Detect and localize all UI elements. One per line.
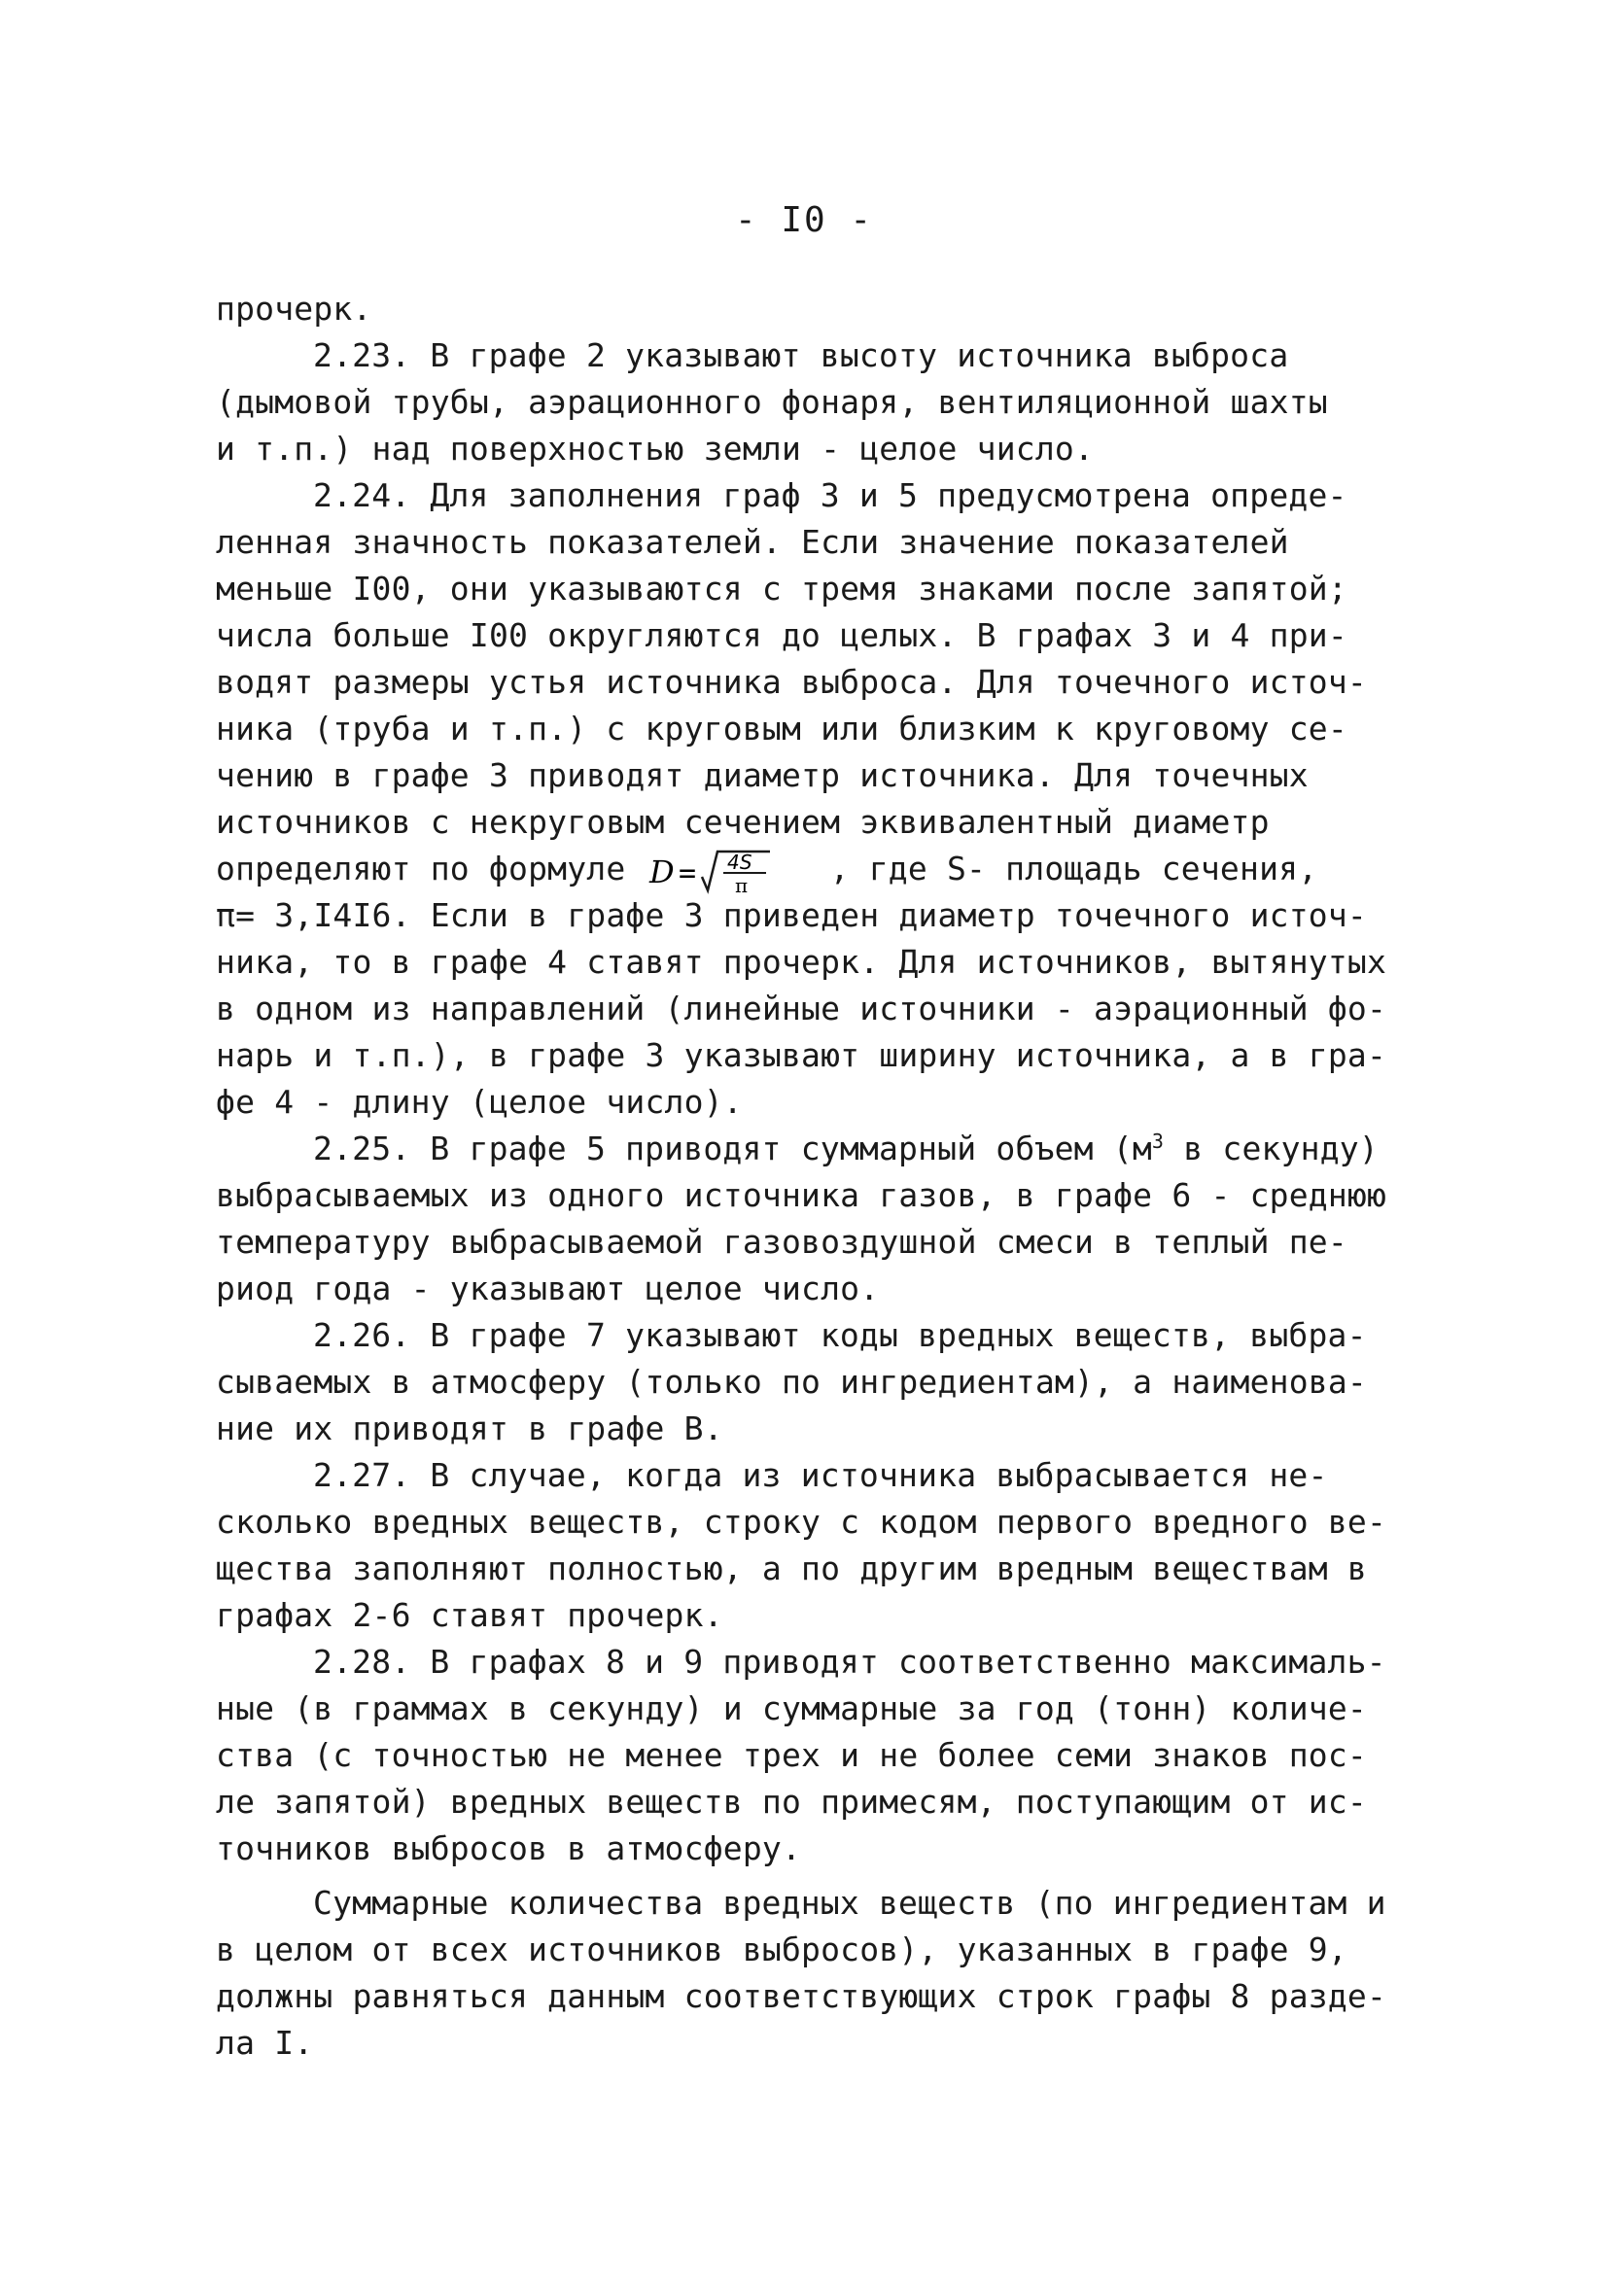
body-text (216, 286, 1421, 2067)
text-line: ника, то в графе 4 ставят прочерк. Для источников, вытянутых (216, 943, 1387, 981)
text-line: температуру выбрасываемой газовоздушной смеси в теплый пе- (216, 1223, 1347, 1261)
text-line: источников с некруговым сечением эквивалентный диаметр (216, 803, 1270, 841)
paragraph-2-27: 2.27. В случае, когда из источника выбрасывается не- (313, 1456, 1328, 1494)
superscript: 3 (1151, 1130, 1165, 1153)
formula-lead-text: определяют по формуле (216, 850, 626, 887)
diameter-formula (646, 848, 811, 894)
text-line: меньше I00, они указываются с тремя знаками после запятой; (216, 570, 1347, 608)
paragraph-2-23: 2.23. В графе 2 указывают высоту источника выброса (313, 336, 1289, 374)
text-segment: в секунду) (1164, 1130, 1379, 1167)
text-segment: 2.25. В графе 5 приводят суммарный объем (м (313, 1130, 1152, 1167)
text-line: π= 3,I4I6. Если в графе 3 приведен диаметр точечного источ- (216, 896, 1367, 934)
text-line: риод года - указывают целое число. (216, 1270, 880, 1307)
formula-line (216, 846, 1421, 892)
text-line: водят размеры устья источника выброса. Для точечного источ- (216, 663, 1367, 701)
formula-trail-text: , где S- площадь сечения, (829, 850, 1318, 887)
text-line: графах 2-6 ставят прочерк. (216, 1596, 723, 1634)
text-line: щества заполняют полностью, а по другим вредным веществам в (216, 1549, 1367, 1587)
text-line: сколько вредных веществ, строку с кодом первого вредного ве- (216, 1503, 1387, 1541)
text-line: ле запятой) вредных веществ по примесям, поступающим от ис- (216, 1783, 1367, 1821)
text-line: ника (труба и т.п.) с круговым или близким к круговому се- (216, 710, 1347, 748)
text-line: ства (с точностью не менее трех и не более семи знаков пос- (216, 1736, 1367, 1774)
text-line: ные (в граммах в секунду) и суммарные за год (тонн) количе- (216, 1689, 1367, 1727)
paragraph-2-24: 2.24. Для заполнения граф 3 и 5 предусмотрена опреде- (313, 476, 1347, 514)
text-line: должны равняться данным соответствующих строк графы 8 разде- (216, 1977, 1387, 2015)
text-line: и т.п.) над поверхностью земли - целое число. (216, 430, 1095, 468)
text-line: фе 4 - длину (целое число). (216, 1083, 743, 1121)
formula-denominator: π (734, 873, 748, 894)
paragraph-summary: Суммарные количества вредных веществ (по ингредиентам и (313, 1884, 1386, 1922)
text-line: ние их приводят в графе В. (216, 1409, 723, 1447)
text-line: ла I. (216, 2024, 314, 2062)
text-line: чению в графе 3 приводят диаметр источника. Для точечных (216, 756, 1309, 794)
formula-equals: = (678, 855, 696, 890)
page-number: - I0 - (734, 200, 874, 240)
text-line: в целом от всех источников выбросов), указанных в графе 9, (216, 1931, 1347, 1968)
text-line: прочерк. (216, 290, 372, 328)
formula-graphic (646, 848, 811, 894)
text-line: ленная значность показателей. Если значение показателей (216, 523, 1289, 561)
formula-numerator: 4S (726, 850, 752, 874)
paragraph-2-28: 2.28. В графах 8 и 9 приводят соответственно максималь- (313, 1643, 1386, 1681)
paragraph-2-26: 2.26. В графе 7 указывают коды вредных веществ, выбра- (313, 1316, 1367, 1354)
text-line: (дымовой трубы, аэрационного фонаря, вентиляционной шахты (216, 383, 1328, 421)
text-line: нарь и т.п.), в графе 3 указывают ширину источника, а в гра- (216, 1036, 1387, 1074)
text-line: точников выбросов в атмосферу. (216, 1829, 802, 1867)
text-line: числа больше I00 округляются до целых. В графах 3 и 4 при- (216, 616, 1347, 654)
text-line: выбрасываемых из одного источника газов, в графе 6 - среднюю (216, 1176, 1387, 1214)
text-line: сываемых в атмосферу (только по ингредиентам), а наименова- (216, 1363, 1367, 1401)
text-line: в одном из направлений (линейные источники - аэрационный фо- (216, 990, 1387, 1027)
formula-lhs: D (648, 852, 675, 890)
paragraph-2-25 (216, 1126, 1421, 1172)
